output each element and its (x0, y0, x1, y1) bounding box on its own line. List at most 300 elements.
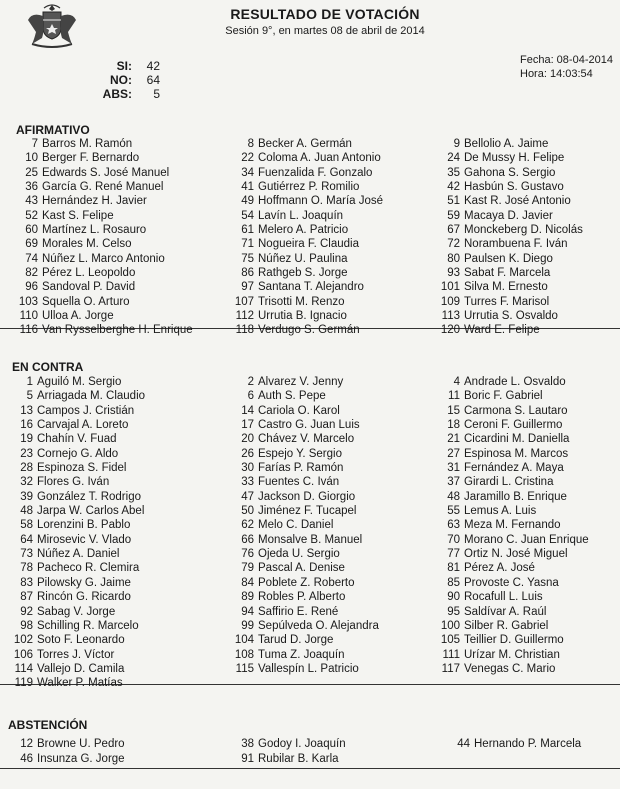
deputy-entry (440, 223, 583, 237)
deputy-number: 22 (241, 152, 254, 165)
deputy-entry (228, 533, 379, 547)
deputy-entry (228, 323, 383, 337)
deputy-name: Jackson D. Giorgio (258, 490, 356, 503)
deputy-entry (440, 504, 589, 518)
deputy-number: 116 (19, 324, 38, 337)
deputy-name: Sabag V. Jorge (37, 605, 116, 618)
deputy-number: 111 (442, 648, 460, 661)
deputy-number: 27 (447, 447, 460, 460)
deputy-number: 13 (20, 404, 33, 417)
deputy-name: Pilowsky G. Jaime (37, 576, 131, 589)
deputy-number: 51 (447, 195, 460, 208)
deputy-number: 110 (19, 310, 38, 323)
deputy-name: Girardi L. Cristina (464, 476, 554, 489)
deputy-number: 26 (241, 447, 254, 460)
deputy-name: Rathgeb S. Jorge (258, 267, 348, 280)
deputy-number: 41 (241, 181, 254, 194)
deputy-number: 94 (241, 605, 254, 618)
deputy-number: 117 (441, 662, 460, 675)
deputy-number: 4 (453, 376, 460, 388)
deputy-number: 38 (241, 738, 254, 750)
section-title-en-contra: EN CONTRA (12, 360, 84, 374)
deputy-name: Farías P. Ramón (258, 462, 344, 475)
deputy-number: 47 (241, 490, 254, 503)
deputy-entry (5, 752, 125, 767)
deputy-number: 2 (247, 376, 254, 388)
deputy-name: Sepúlveda O. Alejandra (258, 619, 379, 632)
deputy-name: Teillier D. Guillermo (464, 634, 564, 647)
deputy-entry (440, 194, 583, 208)
deputy-number: 109 (440, 295, 460, 308)
deputy-entry (228, 418, 379, 432)
deputy-number: 12 (20, 738, 33, 750)
deputy-entry (440, 323, 583, 337)
deputy-name: Urrutia B. Ignacio (258, 310, 347, 323)
deputy-number: 74 (25, 252, 38, 265)
deputy-name: Walker P. Matías (37, 677, 123, 690)
deputy-name: Arriagada M. Claudio (37, 390, 146, 403)
deputy-name: Pacheco R. Clemira (37, 562, 140, 575)
deputy-number: 100 (440, 619, 460, 632)
deputy-name: Fernández A. Maya (464, 462, 564, 475)
deputy-number: 115 (235, 662, 254, 675)
deputy-column (8, 137, 193, 338)
deputy-name: Ojeda U. Sergio (258, 548, 340, 561)
deputy-name: Sandoval P. David (42, 281, 136, 294)
deputy-number: 89 (241, 591, 254, 604)
deputy-number: 25 (25, 166, 38, 179)
deputy-name: Jarpa W. Carlos Abel (37, 505, 145, 518)
deputy-number: 70 (447, 533, 460, 546)
deputy-number: 64 (20, 533, 33, 546)
deputy-entry (228, 295, 383, 309)
deputy-number: 60 (25, 224, 38, 237)
deputy-name: De Mussy H. Felipe (464, 152, 565, 165)
deputy-number: 17 (241, 419, 254, 432)
deputy-name: Hernando P. Marcela (474, 738, 582, 750)
deputy-name: Martínez L. Rosauro (42, 224, 147, 237)
deputy-number: 76 (241, 548, 254, 561)
deputy-number: 103 (18, 295, 38, 308)
deputy-column (228, 737, 346, 767)
deputy-name: Hoffmann O. María José (258, 195, 384, 208)
deputy-number: 67 (447, 224, 460, 237)
deputy-number: 16 (20, 419, 33, 432)
deputy-number: 97 (241, 281, 254, 294)
deputy-number: 119 (14, 677, 33, 690)
deputy-number: 114 (14, 662, 33, 675)
deputy-number: 81 (447, 562, 460, 575)
deputy-number: 106 (13, 648, 33, 661)
deputy-number: 84 (241, 576, 254, 589)
deputy-name: Jiménez F. Tucapel (258, 505, 357, 518)
deputy-name: Auth S. Pepe (258, 390, 326, 403)
deputy-number: 75 (241, 252, 254, 265)
deputy-number: 80 (447, 252, 460, 265)
deputy-entry (440, 447, 589, 461)
deputy-entry (8, 266, 193, 280)
deputy-name: Urrutia S. Osvaldo (464, 310, 558, 323)
deputy-entry (228, 447, 379, 461)
deputy-name: Paulsen K. Diego (464, 252, 553, 265)
deputy-name: Carmona S. Lautaro (464, 404, 568, 417)
deputy-number: 77 (447, 548, 460, 561)
deputy-number: 1 (26, 376, 33, 388)
deputy-number: 11 (448, 390, 460, 403)
deputy-entry (5, 404, 145, 418)
deputy-entry (5, 662, 145, 676)
deputy-name: Fuenzalida F. Gonzalo (258, 166, 373, 179)
deputy-name: Morales M. Celso (42, 238, 132, 251)
deputy-entry (440, 561, 589, 575)
deputy-entry (228, 166, 383, 180)
deputy-number: 62 (241, 519, 254, 532)
deputy-number: 85 (447, 576, 460, 589)
time-text: Hora: 14:03:54 (520, 68, 593, 80)
deputy-number: 78 (20, 562, 33, 575)
deputy-entry (228, 137, 383, 151)
deputy-entry (440, 389, 589, 403)
deputy-entry (5, 418, 145, 432)
deputy-entry (5, 447, 145, 461)
deputy-entry (228, 619, 379, 633)
deputy-name: Becker A. Germán (258, 138, 352, 150)
deputy-entry (8, 151, 193, 165)
section-title-afirmativo: AFIRMATIVO (16, 123, 90, 137)
deputy-name: Verdugo S. Germán (258, 324, 360, 337)
date-time-block (520, 53, 613, 81)
vote-tally (70, 59, 160, 101)
deputy-entry (228, 561, 379, 575)
deputy-entry (440, 576, 589, 590)
deputy-entry (228, 752, 346, 767)
deputy-entry (228, 209, 383, 223)
deputy-name: Gutiérrez P. Romilio (258, 181, 360, 194)
deputy-name: Cariola O. Karol (258, 404, 340, 417)
deputy-name: Boric F. Gabriel (464, 390, 543, 403)
tally-label: NO: (110, 73, 132, 87)
deputy-entry (440, 633, 589, 647)
deputy-name: Rincón G. Ricardo (37, 591, 131, 604)
deputy-name: Rocafull L. Luis (464, 591, 543, 604)
deputy-name: Kast R. José Antonio (464, 195, 571, 208)
deputy-number: 120 (440, 324, 460, 337)
deputy-number: 72 (447, 238, 460, 251)
deputy-name: Flores G. Iván (37, 476, 110, 489)
deputy-entry (8, 237, 193, 251)
deputy-name: García G. René Manuel (42, 181, 164, 194)
deputy-name: Mirosevic V. Vlado (37, 533, 132, 546)
deputy-number: 20 (241, 433, 254, 446)
deputy-number: 28 (20, 462, 33, 475)
deputy-name: Silber R. Gabriel (464, 619, 549, 632)
deputy-entry (8, 252, 193, 266)
deputy-entry (5, 461, 145, 475)
deputy-entry (228, 633, 379, 647)
deputy-number: 55 (447, 505, 460, 518)
deputy-entry (440, 737, 581, 752)
session-subtitle: Sesión 9°, en martes 08 de abril de 2014 (225, 25, 425, 37)
section-divider (0, 768, 620, 769)
deputy-number: 59 (447, 209, 460, 222)
deputy-number: 44 (457, 738, 470, 750)
deputy-entry (440, 475, 589, 489)
deputy-name: Vallejo D. Camila (37, 662, 125, 675)
deputy-entry (440, 137, 583, 151)
deputy-entry (440, 252, 583, 266)
deputy-entry (5, 375, 145, 389)
deputy-name: Ulloa A. Jorge (42, 310, 114, 323)
deputy-number: 30 (241, 462, 254, 475)
deputy-entry (228, 280, 383, 294)
deputy-number: 108 (234, 648, 254, 661)
deputy-entry (8, 309, 193, 323)
deputy-entry (440, 619, 589, 633)
deputy-number: 15 (447, 404, 460, 417)
deputy-entry (440, 533, 589, 547)
deputy-entry (8, 137, 193, 151)
deputy-name: Chahín V. Fuad (37, 433, 117, 446)
deputy-name: Núñez A. Daniel (37, 548, 120, 561)
deputy-name: Bellolio A. Jaime (464, 138, 549, 150)
deputy-number: 34 (241, 166, 254, 179)
deputy-name: Insunza G. Jorge (37, 752, 125, 765)
deputy-name: Vallespín L. Patricio (258, 662, 359, 675)
deputy-number: 104 (234, 634, 254, 647)
deputy-entry (440, 309, 583, 323)
deputy-number: 86 (241, 267, 254, 280)
deputy-entry (5, 504, 145, 518)
deputy-entry (8, 209, 193, 223)
deputy-entry (440, 547, 589, 561)
deputy-column (5, 375, 145, 691)
deputy-entry (5, 547, 145, 561)
deputy-number: 42 (447, 181, 460, 194)
deputy-name: Melo C. Daniel (258, 519, 334, 532)
deputy-name: Campos J. Cristián (37, 404, 135, 417)
deputy-entry (5, 676, 145, 690)
deputy-entry (5, 533, 145, 547)
deputy-name: Carvajal A. Loreto (37, 419, 129, 432)
deputy-name: Alvarez V. Jenny (258, 376, 344, 388)
document-title: RESULTADO DE VOTACIÓN (230, 6, 420, 22)
deputy-name: Norambuena F. Iván (464, 238, 568, 251)
deputy-name: Pérez A. José (464, 562, 535, 575)
deputy-entry (228, 389, 379, 403)
deputy-name: Torres J. Víctor (37, 648, 115, 661)
deputy-entry (440, 266, 583, 280)
deputy-name: Aguiló M. Sergio (37, 376, 122, 388)
deputy-column (228, 137, 383, 338)
deputy-name: Pérez L. Leopoldo (42, 267, 136, 280)
deputy-number: 107 (234, 295, 254, 308)
deputy-entry (440, 151, 583, 165)
tally-row-no (70, 73, 160, 87)
deputy-entry (228, 737, 346, 752)
deputy-entry (440, 166, 583, 180)
deputy-number: 113 (441, 310, 460, 323)
deputy-entry (5, 590, 145, 604)
deputy-entry (228, 237, 383, 251)
deputy-number: 32 (20, 476, 33, 489)
deputy-entry (8, 280, 193, 294)
deputy-number: 96 (25, 281, 38, 294)
deputy-entry (5, 432, 145, 446)
deputy-name: Ortiz N. José Miguel (464, 548, 568, 561)
deputy-name: Berger F. Bernardo (42, 152, 140, 165)
deputy-number: 9 (453, 138, 460, 150)
deputy-number: 33 (241, 476, 254, 489)
deputy-entry (228, 590, 379, 604)
deputy-name: Soto F. Leonardo (37, 634, 125, 647)
deputy-entry (8, 223, 193, 237)
deputy-name: Barros M. Ramón (42, 138, 133, 150)
deputy-name: Rubilar B. Karla (258, 752, 339, 765)
tally-row-abs (70, 87, 160, 101)
deputy-number: 101 (440, 281, 460, 294)
deputy-number: 90 (447, 591, 460, 604)
deputy-number: 95 (447, 605, 460, 618)
deputy-entry (440, 209, 583, 223)
deputy-name: Monckeberg D. Nicolás (464, 224, 583, 237)
deputy-number: 36 (25, 181, 38, 194)
deputy-entry (440, 605, 589, 619)
deputy-name: Godoy I. Joaquín (258, 738, 346, 750)
deputy-name: Poblete Z. Roberto (258, 576, 355, 589)
deputy-entry (440, 648, 589, 662)
deputy-number: 49 (241, 195, 254, 208)
deputy-entry (440, 404, 589, 418)
deputy-name: Sabat F. Marcela (464, 267, 551, 280)
deputy-number: 46 (20, 752, 33, 765)
deputy-name: Silva M. Ernesto (464, 281, 548, 294)
deputy-number: 35 (447, 166, 460, 179)
deputy-name: Turres F. Marisol (464, 295, 550, 308)
deputy-entry (5, 490, 145, 504)
deputy-name: Kast S. Felipe (42, 209, 114, 222)
deputy-name: Morano C. Juan Enrique (464, 533, 589, 546)
deputy-number: 19 (20, 433, 33, 446)
deputy-entry (228, 547, 379, 561)
deputy-entry (5, 576, 145, 590)
deputy-name: Saffirio E. René (258, 605, 339, 618)
deputy-name: Chávez V. Marcelo (258, 433, 355, 446)
deputy-entry (228, 375, 379, 389)
deputy-number: 7 (31, 138, 38, 150)
deputy-number: 6 (247, 390, 254, 403)
deputy-name: Tuma Z. Joaquín (258, 648, 345, 661)
deputy-column (440, 137, 583, 338)
deputy-entry (228, 518, 379, 532)
deputy-entry (440, 490, 589, 504)
deputy-number: 23 (20, 447, 33, 460)
deputy-entry (228, 576, 379, 590)
deputy-name: Tarud D. Jorge (258, 634, 334, 647)
deputy-number: 52 (25, 209, 38, 222)
deputy-name: Lavín L. Joaquín (258, 209, 344, 222)
deputy-name: Provoste C. Yasna (464, 576, 559, 589)
deputy-entry (8, 295, 193, 309)
deputy-number: 14 (241, 404, 254, 417)
deputy-name: Melero A. Patricio (258, 224, 349, 237)
deputy-name: Santana T. Alejandro (258, 281, 364, 294)
deputy-entry (440, 237, 583, 251)
deputy-number: 21 (447, 433, 460, 446)
deputy-number: 50 (241, 505, 254, 518)
deputy-entry (228, 461, 379, 475)
deputy-entry (440, 375, 589, 389)
deputy-name: Núñez U. Paulina (258, 252, 348, 265)
deputy-number: 83 (20, 576, 33, 589)
deputy-entry (5, 518, 145, 532)
deputy-number: 99 (241, 619, 254, 632)
deputy-entry (440, 518, 589, 532)
deputy-entry (5, 633, 145, 647)
deputy-entry (228, 605, 379, 619)
deputy-entry (8, 166, 193, 180)
deputy-entry (228, 404, 379, 418)
deputy-entry (5, 389, 145, 403)
deputy-number: 79 (241, 562, 254, 575)
deputy-column (440, 375, 589, 676)
deputy-entry (8, 180, 193, 194)
deputy-name: Van Rysselberghe H. Enrique (42, 324, 193, 337)
deputy-entry (228, 194, 383, 208)
deputy-entry (5, 561, 145, 575)
deputy-name: Schilling R. Marcelo (37, 619, 139, 632)
deputy-name: Monsalve B. Manuel (258, 533, 363, 546)
deputy-entry (440, 590, 589, 604)
deputy-entry (440, 280, 583, 294)
deputy-number: 87 (20, 591, 33, 604)
deputy-name: Meza M. Fernando (464, 519, 561, 532)
deputy-entry (440, 418, 589, 432)
deputy-name: Núñez L. Marco Antonio (42, 252, 165, 265)
deputy-number: 58 (20, 519, 33, 532)
deputy-entry (228, 475, 379, 489)
deputy-number: 91 (241, 752, 254, 765)
deputy-name: Cicardini M. Daniella (464, 433, 570, 446)
deputy-name: Hasbún S. Gustavo (464, 181, 564, 194)
deputy-number: 48 (20, 505, 33, 518)
deputy-column (228, 375, 379, 676)
section-title-abstencion: ABSTENCIÓN (8, 718, 88, 732)
deputy-entry (228, 432, 379, 446)
deputy-number: 105 (440, 634, 460, 647)
deputy-name: Cornejo G. Aldo (37, 447, 119, 460)
deputy-entry (8, 323, 193, 337)
deputy-number: 10 (25, 152, 38, 165)
deputy-number: 63 (447, 519, 460, 532)
deputy-name: Trisotti M. Renzo (258, 295, 345, 308)
deputy-entry (228, 180, 383, 194)
deputy-number: 54 (241, 209, 254, 222)
deputy-entry (440, 432, 589, 446)
deputy-name: Urízar M. Christian (464, 648, 560, 661)
deputy-entry (5, 475, 145, 489)
deputy-entry (228, 662, 379, 676)
deputy-name: Jaramillo B. Enrique (464, 490, 567, 503)
deputy-number: 92 (20, 605, 33, 618)
deputy-name: Espejo Y. Sergio (258, 447, 342, 460)
deputy-number: 71 (241, 238, 254, 251)
deputy-entry (440, 461, 589, 475)
deputy-entry (228, 151, 383, 165)
deputy-number: 118 (235, 324, 254, 337)
tally-value: 64 (146, 73, 160, 87)
tally-row-si (70, 59, 160, 73)
deputy-entry (228, 648, 379, 662)
